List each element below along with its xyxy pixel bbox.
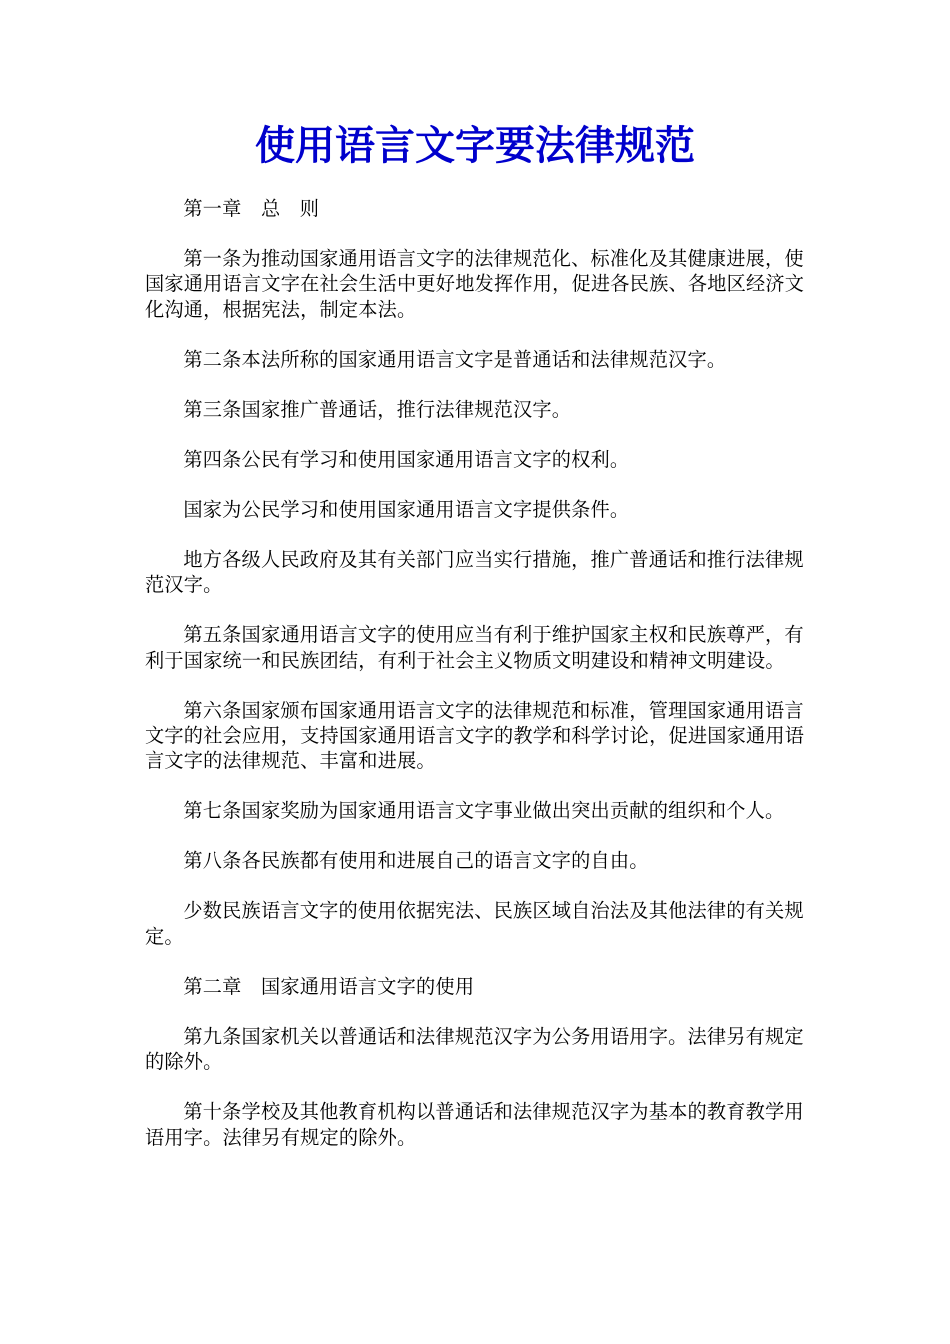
chapter-heading: 第一章 总 则 (183, 197, 320, 220)
article-paragraph: 第五条国家通用语言文字的使用应当有利于维护国家主权和民族尊严，有利于国家统一和民族团结，有利于社会主义物质文明建设和精神文明建设。 (145, 623, 804, 672)
article-paragraph: 第二条本法所称的国家通用语言文字是普通话和法律规范汉字。 (183, 347, 727, 371)
article-paragraph: 第三条国家推广普通话，推行法律规范汉字。 (183, 397, 572, 421)
article-paragraph: 第九条国家机关以普通话和法律规范汉字为公务用语用字。法律另有规定的除外。 (145, 1024, 804, 1074)
document-title: 使用语言文字要法律规范 (255, 123, 695, 169)
article-paragraph: 第十条学校及其他教育机构以普通话和法律规范汉字为基本的教育教学用语用字。法律另有规定的除外。 (145, 1100, 804, 1149)
article-paragraph: 第一条为推动国家通用语言文字的法律规范化、标准化及其健康进展，使国家通用语言文字在社会生活中更好地发挥作用，促进各民族、各地区经济文化沟通，根据宪法，制定本法。 (145, 247, 805, 321)
article-paragraph: 第七条国家奖励为国家通用语言文字事业做出突出贡献的组织和个人。 (183, 799, 785, 823)
article-paragraph: 地方各级人民政府及其有关部门应当实行措施，推广普通话和推行法律规范汉字。 (145, 547, 804, 597)
article-paragraph: 国家为公民学习和使用国家通用语言文字提供条件。 (183, 497, 630, 521)
chapter-heading: 第二章 国家通用语言文字的使用 (183, 974, 475, 998)
document-body (145, 196, 810, 1175)
article-paragraph: 第六条国家颁布国家通用语言文字的法律规范和标准，管理国家通用语言文字的社会应用，支持国家通用语言文字的教学和科学讨论，促进国家通用语言文字的法律规范、丰富和进展。 (145, 698, 805, 773)
article-paragraph: 少数民族语言文字的使用依据宪法、民族区域自治法及其他法律的有关规定。 (145, 899, 804, 948)
article-paragraph: 第八条各民族都有使用和进展自己的语言文字的自由。 (183, 849, 649, 873)
article-paragraph: 第四条公民有学习和使用国家通用语言文字的权利。 (183, 447, 630, 471)
